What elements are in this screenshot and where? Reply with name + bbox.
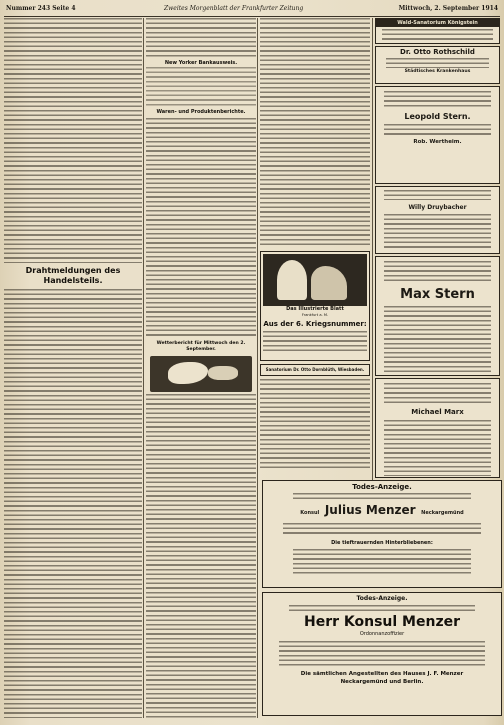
notice-survivors: Die tieftrauernden Hinterbliebenen: [331, 540, 433, 546]
death-notice-1 [262, 480, 502, 588]
text-block [279, 641, 485, 667]
notice-title: Todes-Anzeige. [356, 595, 408, 602]
notice-name: Julius Menzer [324, 503, 416, 517]
text-block [146, 118, 256, 338]
text-block [283, 523, 481, 537]
text-block [4, 289, 142, 718]
card-heading: Aus der 6. Kriegsnummer: [263, 319, 367, 328]
text-block [384, 91, 491, 107]
issue-number: Nummer 243 Seite 4 [6, 5, 76, 12]
text-block [289, 605, 475, 613]
notice-title: Todes-Anzeige. [352, 483, 412, 491]
section-heading: New Yorker Bankausweis. [164, 60, 238, 66]
text-block [4, 18, 142, 263]
text-block [382, 29, 493, 43]
issue-date: Mittwoch, 2. September 1914 [398, 5, 498, 12]
ad-name: Dr. Otto Rothschild [400, 48, 475, 56]
card-subtitle: Frankfurt a. M. [301, 313, 329, 317]
column-1 [4, 18, 142, 718]
notice-name: Herr Konsul Menzer [304, 614, 460, 630]
text-block [384, 306, 491, 372]
notice-place: Neckargemünd und Berlin. [340, 679, 424, 685]
notice-sub: Ordonnanzoffizier [359, 631, 405, 637]
section-heading: Waren- und Produktenberichte. [156, 109, 246, 115]
text-block [146, 67, 256, 107]
illustration-image [263, 254, 367, 306]
waldsanatorium-ad [375, 18, 500, 44]
column-rule [257, 18, 258, 718]
max-stern-notice [375, 256, 500, 376]
sanatorium-name: Sanatorium Dr. Otto Dornblüth, Wiesbaden. [265, 367, 365, 372]
text-block [260, 379, 370, 469]
druybacher-notice [375, 186, 500, 254]
notice-staff: Die sämtlichen Angestellten des Hauses J. F. Menzer [300, 671, 464, 677]
column-2 [146, 18, 256, 718]
text-block [384, 420, 491, 476]
text-block [263, 331, 367, 351]
page-header [4, 2, 500, 17]
ads-column [375, 18, 500, 478]
notice-prefix: Konsul [300, 510, 320, 516]
ad-name: Michael Marx [411, 408, 464, 416]
ad-name: Willy Druybacher [408, 204, 467, 211]
text-block [146, 394, 256, 718]
column-3 [260, 18, 370, 473]
text-block [384, 214, 491, 250]
death-notice-2 [262, 592, 502, 716]
section-heading: Wetterbericht für Mittwoch den 2. September. [156, 341, 246, 352]
stern-notice [375, 86, 500, 184]
illustrated-paper-ad [260, 251, 370, 361]
rothschild-ad [375, 46, 500, 84]
column-rule [143, 18, 144, 718]
weather-map [150, 356, 252, 392]
ad-title: Wald-Sanatorium Königstein [376, 19, 499, 27]
ad-signature: Rob. Wertheim. [413, 139, 462, 145]
ad-name: Leopold Stern. [404, 112, 471, 121]
text-block [384, 261, 491, 283]
notice-suffix: Neckargemünd [421, 510, 464, 516]
section-heading: Drahtmeldungen des Handelsteils. [25, 266, 121, 285]
sanatorium-ad [260, 364, 370, 376]
ad-name: Max Stern [400, 287, 475, 302]
card-title: Das Illustrierte Blatt [286, 306, 344, 312]
text-block [146, 18, 256, 58]
michael-marx-notice [375, 378, 500, 478]
paper-title: Zweites Morgenblatt der Frankfurter Zeitung [164, 5, 304, 12]
text-block [293, 549, 471, 575]
column-rule [372, 18, 373, 480]
text-block [384, 383, 491, 403]
text-block [260, 18, 370, 248]
text-block [384, 190, 491, 200]
ad-note: Städtisches Krankenhaus [404, 69, 471, 74]
text-block [386, 58, 489, 68]
text-block [384, 124, 491, 136]
